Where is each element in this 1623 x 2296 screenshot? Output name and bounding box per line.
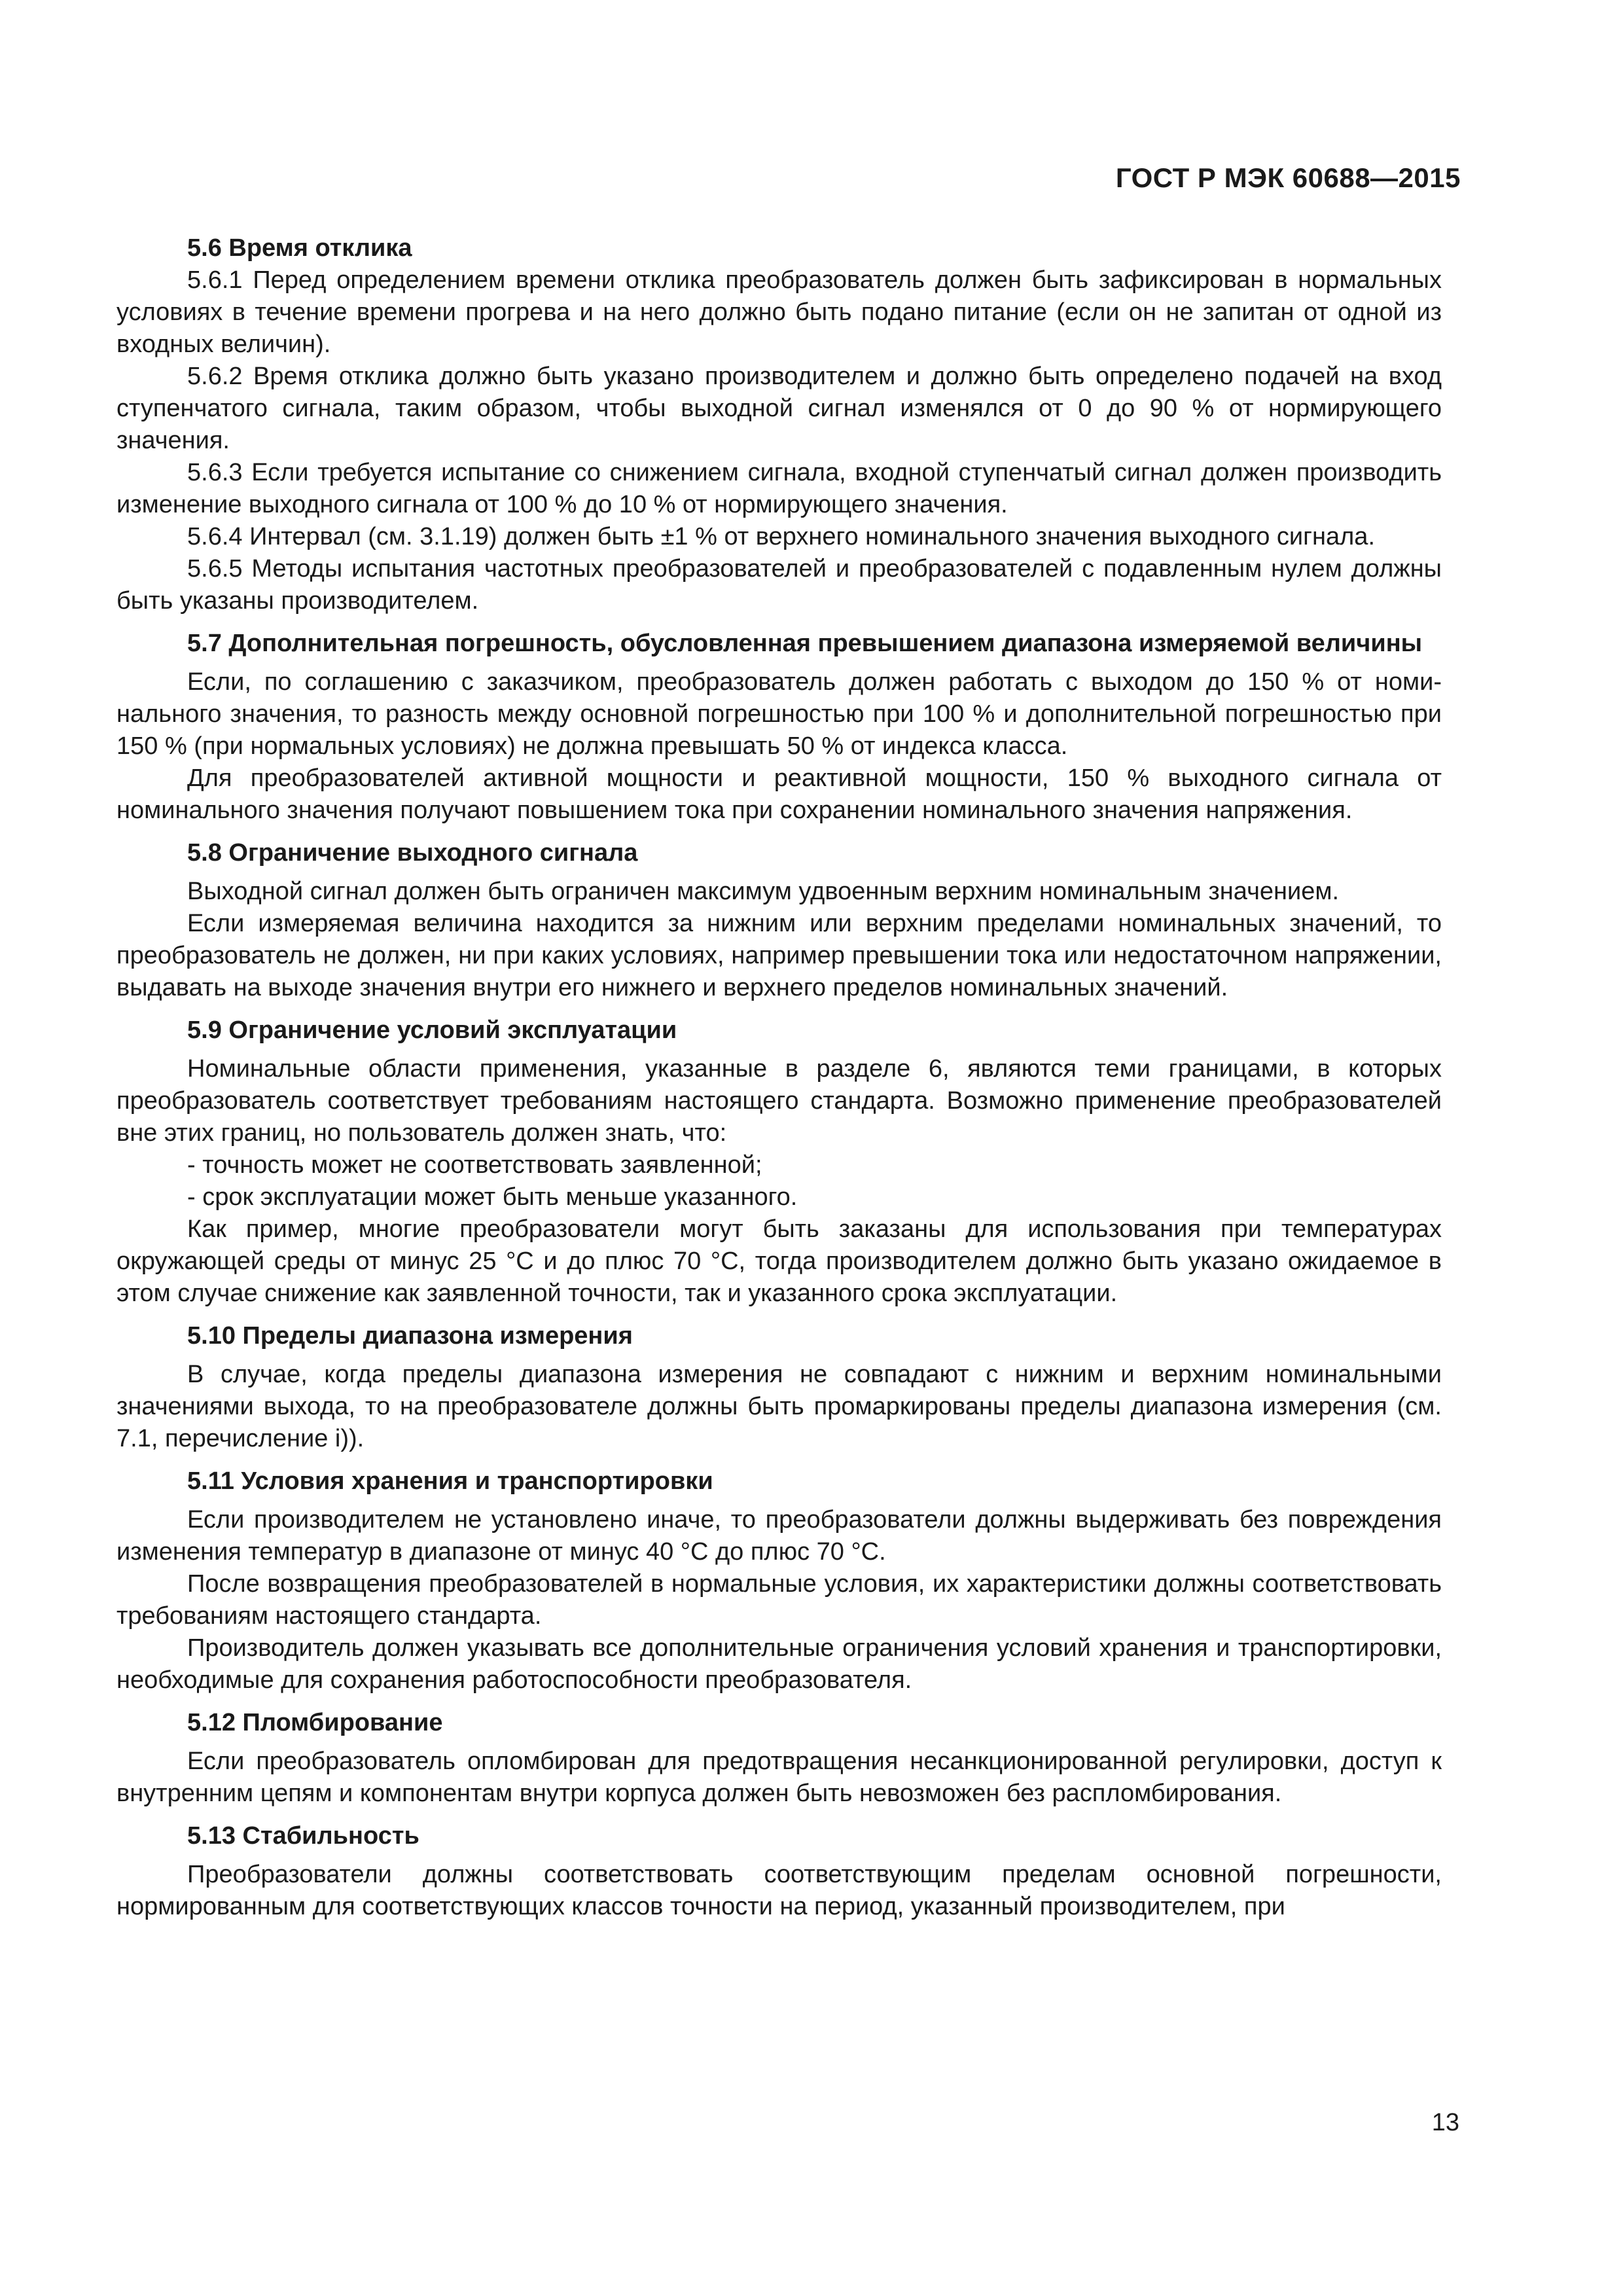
paragraph: Если преобразователь опломбирован для предотвращения несанкционированной регулировки, доступ к внутренним цепям и компонентам внутри корпуса должен быть невозможен без распломбирования.	[116, 1748, 1442, 1807]
paragraph: Как пример, многие преобразователи могут быть заказаны для использования при температурах окружающей среды от минус 25 °С и до плюс 70 °С, тогда производителем должно быть указано ожидаемое в этом случае снижение как заявленной точности, так и указанного срока эксплуатации.	[116, 1215, 1442, 1307]
paragraph: Преобразователи должны соответствовать соответствующим пределам основной погрешности, нормированным для соответствующих классов точности на период, указанный производителем, при	[116, 1861, 1442, 1920]
section-heading-5-13: 5.13 Стабильность	[187, 1822, 419, 1850]
paragraph: Если измеряемая величина находится за нижним или верхним пределами номинальных значений, то преобразователь не должен, ни при каких условиях, например превышении тока или недостаточном напряжении, выдавать на выходе значения внутри его нижнего и верхнего пределов номинальных значений.	[116, 910, 1442, 1001]
section-heading-5-7: 5.7 Дополнительная погрешность, обусловленная превышением диапазона измеряемой величины	[187, 630, 1423, 657]
paragraph: 5.6.2 Время отклика должно быть указано производителем и должно быть определено подачей на вход ступенчатого сигнала, таким образом, чтобы выходной сигнал изменялся от 0 до 90 % от нормирующего значения.	[116, 363, 1442, 454]
paragraph: 5.6.4 Интервал (см. 3.1.19) должен быть ±1 % от верхнего номинального значения выходного сигнала.	[187, 523, 1376, 550]
section-heading-5-9: 5.9 Ограничение условий эксплуатации	[187, 1016, 677, 1044]
paragraph: Производитель должен указывать все дополнительные ограничения условий хранения и транспортировки, необходимые для сохранения работоспособности преобразователя.	[116, 1634, 1442, 1694]
paragraph: Если производителем не установлено иначе, то преобразователи должны выдерживать без повреждения изменения температур в диапазоне от минус 40 °С до плюс 70 °С.	[116, 1506, 1442, 1566]
paragraph: Для преобразователей активной мощности и реактивной мощности, 150 % выходного сигнала от номинального значения получают повышением тока при сохранении номинального значения напряжения.	[116, 764, 1442, 824]
paragraph: Если, по соглашению с заказчиком, преобразователь должен работать с выходом до 150 % от номинального значения, то разность между основной погрешностью при 100 % и дополнительной погрешностью при 150 % (при нормальных условиях) не должна превышать 50 % от индекса класса.	[116, 668, 1442, 760]
section-heading-5-6: 5.6 Время отклика	[187, 234, 412, 262]
section-heading-5-11: 5.11 Условия хранения и транспортировки	[187, 1467, 713, 1495]
section-heading-5-10: 5.10 Пределы диапазона измерения	[187, 1322, 633, 1350]
page-number: 13	[1431, 2109, 1459, 2136]
paragraph: 5.6.5 Методы испытания частотных преобразователей и преобразователей с подавленным нулем должны быть указаны производителем.	[116, 555, 1442, 615]
paragraph: Номинальные области применения, указанные в разделе 6, являются теми границами, в которых преобразователь соответствует требованиям настоящего стандарта. Возможно применение преобразователей вне этих границ, но пользователь должен знать, что:	[116, 1055, 1442, 1147]
paragraph: После возвращения преобразователей в нормальные условия, их характеристики должны соответствовать требованиям настоящего стандарта.	[116, 1570, 1442, 1630]
section-heading-5-12: 5.12 Пломбирование	[187, 1709, 443, 1736]
section-heading-5-8: 5.8 Ограничение выходного сигнала	[187, 839, 638, 867]
document-body	[116, 232, 1442, 1923]
list-item: - срок эксплуатации может быть меньше указанного.	[187, 1183, 798, 1211]
paragraph: Выходной сигнал должен быть ограничен максимум удвоенным верхним номинальным значением.	[187, 878, 1340, 905]
paragraph: 5.6.1 Перед определением времени отклика преобразователь должен быть зафиксирован в нормальных условиях в течение времени прогрева и на него должно быть подано питание (если он не запитан от одной из входных величин).	[116, 266, 1442, 358]
paragraph: 5.6.3 Если требуется испытание со снижением сигнала, входной ступенчатый сигнал должен производить изменение выходного сигнала от 100 % до 10 % от нормирующего значения.	[116, 459, 1442, 518]
paragraph: В случае, когда пределы диапазона измерения не совпадают с нижним и верхним номинальными значениями выхода, то на преобразователе должны быть промаркированы пределы диапазона измерения (см. 7.1, перечисление i)).	[116, 1361, 1442, 1452]
document-header: ГОСТ Р МЭК 60688—2015	[1115, 162, 1461, 193]
list-item: - точность может не соответствовать заявленной;	[187, 1151, 762, 1179]
